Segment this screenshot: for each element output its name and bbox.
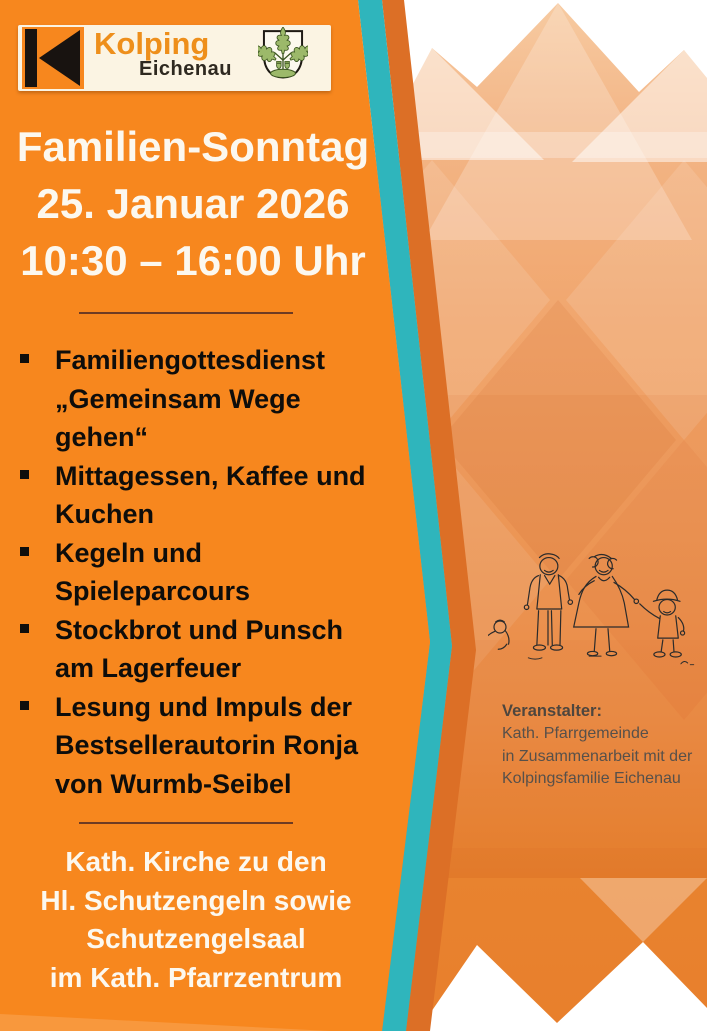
program-item-line: gehen“: [55, 422, 149, 452]
venue-line: Kath. Kirche zu den: [65, 846, 327, 877]
program-item: [20, 341, 382, 457]
event-title: Familien-Sonntag: [16, 123, 370, 170]
eichenau-oak-crest-icon: [258, 27, 308, 85]
venue-line: im Kath. Pfarrzentrum: [49, 961, 343, 993]
family-illustration: [488, 538, 698, 686]
program-item-line: Familiengottesdienst: [55, 345, 326, 375]
program-list: [20, 341, 382, 803]
event-date: 25. Januar 2026: [36, 180, 350, 227]
program-item-line: Bestsellerautorin Ronja: [55, 730, 359, 760]
organizer-line: Kath. Pfarrgemeinde: [502, 725, 649, 742]
bullet-square-icon: [20, 470, 29, 479]
program-item-line: Kuchen: [55, 499, 155, 529]
bullet-square-icon: [20, 624, 29, 633]
organizer-line: in Zusammenarbeit mit der: [502, 747, 693, 765]
organizer-line: Kolpingsfamilie Eichenau: [502, 770, 681, 787]
kolping-k-icon: [22, 27, 84, 89]
program-item: [20, 534, 382, 611]
program-item: [20, 457, 382, 534]
bullet-square-icon: [20, 701, 29, 710]
event-header: [0, 118, 386, 289]
program-item-line: Stockbrot und Punsch: [55, 614, 344, 645]
program-item-line: Mittagessen, Kaffee und: [55, 460, 366, 491]
kolping-logo-box: [18, 25, 331, 91]
program-item-line: Lesung und Impuls der: [55, 691, 353, 722]
program-item-line: „Gemeinsam Wege: [55, 383, 301, 414]
brand-location: Eichenau: [139, 58, 232, 80]
brand-name: Kolping: [94, 26, 210, 61]
divider-line: [79, 822, 293, 824]
organizer-label: Veranstalter:: [502, 702, 602, 720]
event-time: 10:30 – 16:00 Uhr: [20, 237, 366, 284]
venue-block: [0, 843, 392, 997]
venue-line: Hl. Schutzengeln sowie: [40, 884, 352, 916]
program-item-line: am Lagerfeuer: [55, 653, 242, 683]
divider-line: [79, 312, 293, 314]
program-item-line: von Wurmb-Seibel: [55, 768, 292, 799]
bullet-square-icon: [20, 547, 29, 556]
program-item-line: Kegeln und: [55, 537, 202, 568]
venue-line: Schutzengelsaal: [86, 923, 306, 954]
program-item-line: Spieleparcours: [55, 576, 251, 606]
bullet-square-icon: [20, 354, 29, 363]
organizer-block: [502, 700, 702, 791]
program-item: [20, 688, 382, 804]
program-item: [20, 611, 382, 688]
